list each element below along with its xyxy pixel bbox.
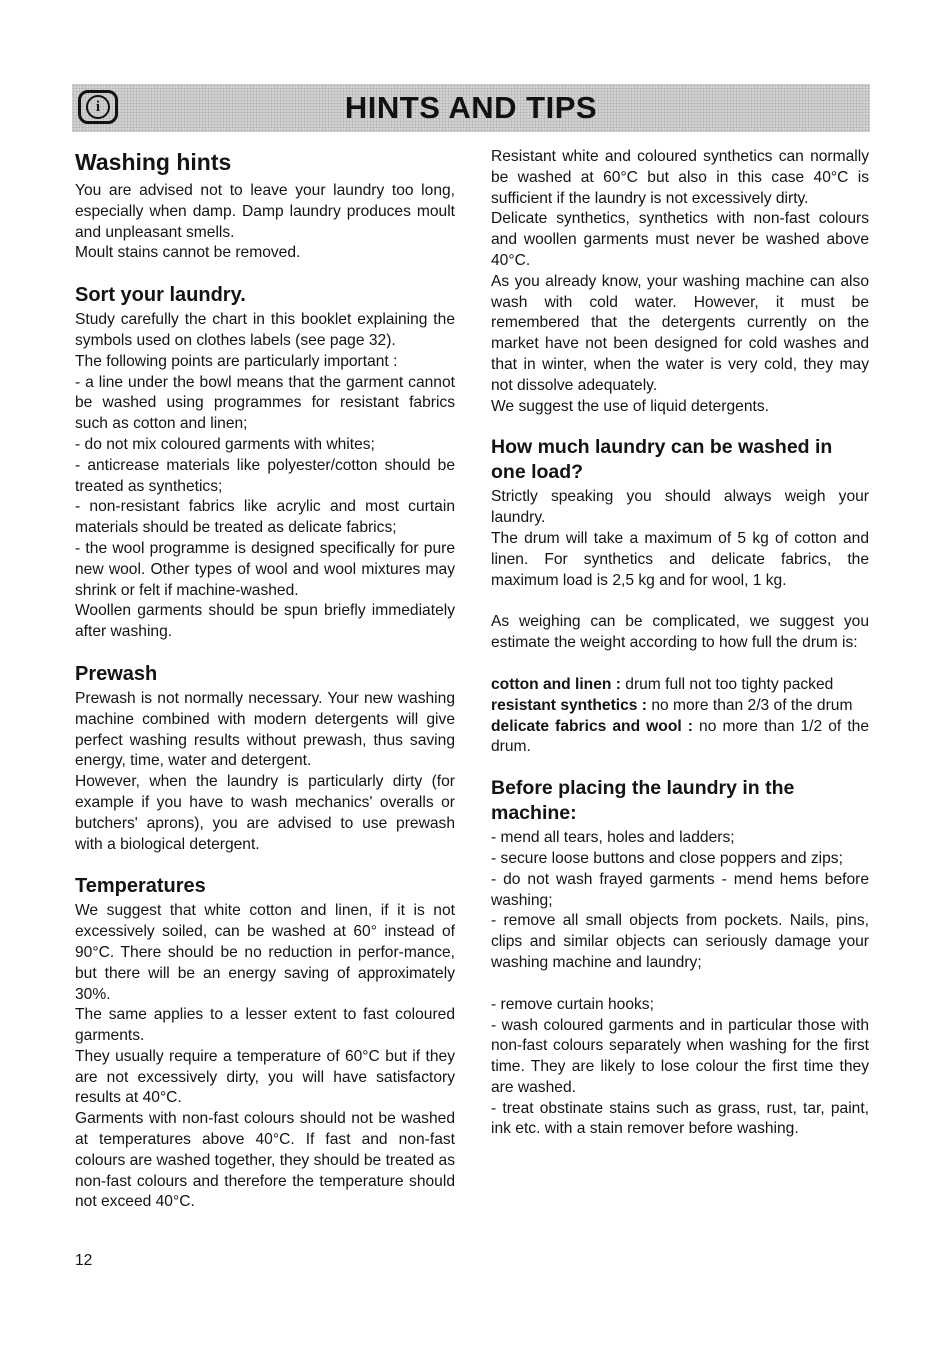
- load-text: no more than 1/2 of the drum.: [491, 717, 870, 756]
- paragraph: Resistant white and coloured synthetics can normally be washed at 60°C but also in this case 40°C is sufficient if the laundry is not excessively dirty.: [491, 148, 869, 207]
- load-term: resistant synthetics :: [491, 696, 647, 714]
- paragraph: We suggest that white cotton and linen, if it is not excessively soiled, can be washed at 60° instead of 90°C. There should be no reduction in perfor-mance, but there will be an energy saving of approximately 30%.: [75, 902, 455, 1003]
- list-item: - mend all tears, holes and ladders;: [491, 829, 735, 847]
- load-item: [491, 717, 869, 759]
- paragraph: Delicate synthetics, synthetics with non-fast colours and woollen garments must never be washed above 40°C.: [491, 210, 869, 269]
- prewash-heading: Prewash: [75, 662, 158, 685]
- info-icon: i: [78, 90, 118, 124]
- laundry-load-heading: How much laundry can be washed in one load?: [491, 436, 833, 484]
- paragraph: As weighing can be complicated, we suggest you estimate the weight according to how full the drum is:: [491, 613, 869, 652]
- page-number: 12: [75, 1252, 93, 1269]
- paragraph: The same applies to a lesser extent to fast coloured garments.: [75, 1006, 455, 1045]
- list-item: - treat obstinate stains such as grass, rust, tar, paint, ink etc. with a stain remover before washing.: [491, 1099, 869, 1138]
- load-item: [491, 696, 869, 717]
- list-item: - do not mix coloured garments with whites;: [75, 435, 375, 453]
- paragraph: The following points are particularly important :: [75, 352, 398, 370]
- list-item: - wash coloured garments and in particular those with non-fast colours separately when washing for the first time. They are likely to lose colour the first time they are washed.: [491, 1016, 869, 1096]
- paragraph: We suggest the use of liquid detergents.: [491, 397, 769, 415]
- washing-hints-heading: Washing hints: [75, 149, 232, 175]
- before-placing-heading: Before placing the laundry in the machine:: [491, 777, 795, 825]
- paragraph: Prewash is not normally necessary. Your new washing machine combined with modern detergents will give perfect washing results without prewash, thus saving energy, time, water and detergent.: [75, 689, 455, 770]
- load-text: no more than 2/3 of the drum: [647, 696, 853, 714]
- sort-laundry-heading: Sort your laundry.: [75, 284, 246, 307]
- banner-title: HINTS AND TIPS: [344, 90, 598, 125]
- paragraph: Study carefully the chart in this booklet explaining the symbols used on clothes labels (see page 32).: [75, 311, 455, 349]
- load-item: [491, 675, 869, 696]
- paragraph: As you already know, your washing machine can also wash with cold water. However, it must be remembered that the detergents currently on the market have not been designed for cold washes and that in winter, when the water is very cold, they may not dissolve adequately.: [491, 272, 869, 394]
- load-term: delicate fabrics and wool :: [491, 717, 693, 735]
- paragraph: You are advised not to leave your laundry too long, especially when damp. Damp laundry produces moult and unpleasant smells.: [75, 182, 455, 241]
- list-item: - non-resistant fabrics like acrylic and most curtain materials should be treated as delicate fabrics;: [75, 498, 455, 537]
- list-item: - remove curtain hooks;: [491, 995, 654, 1013]
- paragraph: They usually require a temperature of 60°C but if they are not excessively dirty, you will have satisfactory results at 40°C.: [75, 1047, 455, 1107]
- section-banner: [72, 84, 870, 132]
- list-item: - the wool programme is designed specifically for pure new wool. Other types of wool and wool mixtures may shrink or felt if machine-washed.: [75, 539, 455, 599]
- left-column: [75, 147, 455, 1213]
- paragraph: Woollen garments should be spun briefly immediately after washing.: [75, 602, 455, 641]
- paragraph: Garments with non-fast colours should not be washed at temperatures above 40°C. If fast and non-fast colours are washed together, they should be treated as non-fast colours and therefore the temperature should not exceed 40°C.: [75, 1110, 455, 1211]
- list-item: - secure loose buttons and close poppers and zips;: [491, 849, 843, 867]
- paragraph: The drum will take a maximum of 5 kg of cotton and linen. For synthetics and delicate fabrics, the maximum load is 2,5 kg and for wool, 1 kg.: [491, 529, 869, 589]
- list-item: - remove all small objects from pockets. Nails, pins, clips and similar objects can seriously damage your washing machine and laundry;: [491, 912, 869, 971]
- paragraph: Strictly speaking you should always weigh your laundry.: [491, 488, 869, 527]
- right-column: [491, 147, 869, 1140]
- list-item: - a line under the bowl means that the garment cannot be washed using programmes for resistant fabrics such as cotton and linen;: [75, 373, 455, 433]
- load-text: drum full not too tighty packed: [620, 675, 834, 693]
- paragraph: Moult stains cannot be removed.: [75, 244, 301, 262]
- list-item: - anticrease materials like polyester/cotton should be treated as synthetics;: [75, 456, 455, 495]
- temperatures-heading: Temperatures: [75, 875, 206, 898]
- load-term: cotton and linen :: [491, 675, 621, 693]
- list-item: - do not wash frayed garments - mend hems before washing;: [491, 870, 869, 909]
- paragraph: However, when the laundry is particularly dirty (for example if you have to wash mechanics' overalls or butchers' aprons), you are advised to use prewash with a biological detergent.: [75, 773, 455, 853]
